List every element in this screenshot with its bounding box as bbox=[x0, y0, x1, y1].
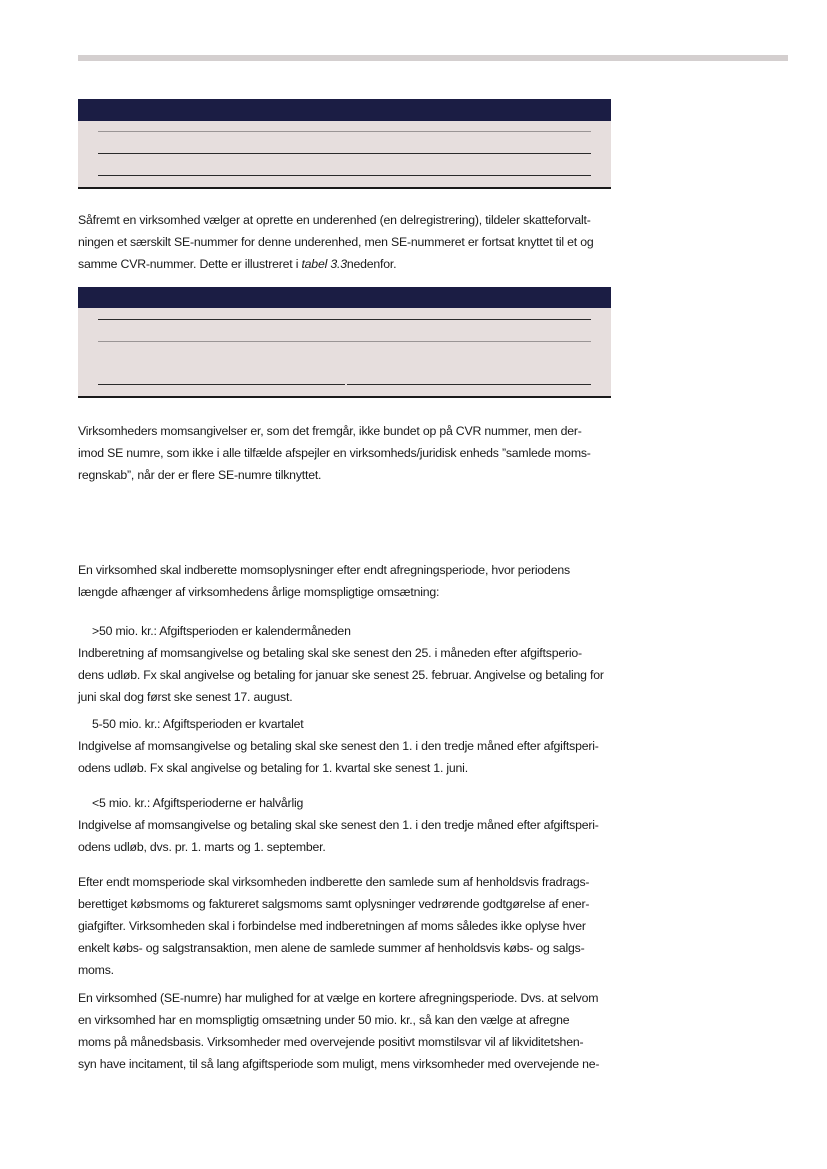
paragraph-momsangivelser bbox=[78, 420, 611, 486]
text-line: enkelt købs- og salgstransaktion, men alene de samlede summer af henholdsvis købs- og salgs- bbox=[78, 941, 585, 955]
period-item-heading: 5-50 mio. kr.: Afgiftsperioden er kvartalet bbox=[92, 717, 304, 731]
period-item-heading: >50 mio. kr.: Afgiftsperioden er kalendermåneden bbox=[92, 624, 351, 638]
table-row-rule bbox=[347, 384, 591, 385]
text-line: Efter endt momsperiode skal virksomheden indberette den samlede sum af henholdsvis fradrags- bbox=[78, 875, 590, 889]
text-line: berettiget købsmoms og faktureret salgsmoms samt oplysninger vedrørende godtgørelse af ener- bbox=[78, 897, 590, 911]
table-row-rule bbox=[98, 131, 591, 132]
text-line: regnskab”, når der er flere SE-numre tilknyttet. bbox=[78, 468, 322, 482]
table-upper-bottom-border bbox=[78, 187, 611, 189]
text-line: Indgivelse af momsangivelse og betaling skal ske senest den 1. i den tredje måned efter afgiftsperi- bbox=[78, 739, 599, 753]
text-line: længde afhænger af virksomhedens årlige momspligtige omsætning: bbox=[78, 585, 440, 599]
table-upper bbox=[78, 99, 611, 189]
text-line: En virksomhed (SE-numre) har mulighed for at vælge en kortere afregningsperiode. Dvs. at selvom bbox=[78, 991, 599, 1005]
text-line: Indberetning af momsangivelse og betaling skal ske senest den 25. i måneden efter afgiftsperio- bbox=[78, 646, 582, 660]
text-line: odens udløb, dvs. pr. 1. marts og 1. september. bbox=[78, 840, 326, 854]
table-row-rule bbox=[98, 384, 345, 385]
table-row-rule bbox=[98, 341, 591, 342]
text-line: Indgivelse af momsangivelse og betaling skal ske senest den 1. i den tredje måned efter afgiftsperi- bbox=[78, 818, 599, 832]
period-item-heading: <5 mio. kr.: Afgiftsperioderne er halvårlig bbox=[92, 796, 304, 810]
text-line: Såfremt en virksomhed vælger at oprette en underenhed (en delregistrering), tildeler skatteforvalt- bbox=[78, 213, 591, 227]
text-line: ningen et særskilt SE-nummer for denne underenhed, men SE-nummeret er fortsat knyttet til et og bbox=[78, 235, 594, 249]
period-item-halfyearly bbox=[78, 792, 611, 858]
text-line: En virksomhed skal indberette momsoplysninger efter endt afregningsperiode, hvor periodens bbox=[78, 563, 570, 577]
paragraph-kortere-periode bbox=[78, 987, 611, 1075]
paragraph-indberetning bbox=[78, 871, 611, 981]
text-line: juni skal dog først ske senest 17. august. bbox=[78, 690, 293, 704]
text-line: moms på månedsbasis. Virksomheder med overvejende positivt momstilsvar vil af likviditetshen- bbox=[78, 1035, 584, 1049]
text-line: dens udløb. Fx skal angivelse og betaling for januar ske senest 25. februar. Angivelse og betaling for bbox=[78, 668, 604, 682]
page-header-rule bbox=[78, 55, 788, 61]
text-line: giafgifter. Virksomheden skal i forbindelse med indberetningen af moms således ikke oplyse hver bbox=[78, 919, 586, 933]
text-line: syn have incitament, til så lang afgiftsperiode som muligt, mens virksomheder med overvejende ne- bbox=[78, 1057, 600, 1071]
table-lower-body bbox=[78, 308, 611, 396]
text-line bbox=[78, 253, 611, 275]
table-upper-body bbox=[78, 121, 611, 187]
text-line: en virksomhed har en momspligtig omsætning under 50 mio. kr., så kan den vælge at afregne bbox=[78, 1013, 570, 1027]
text-line: Virksomheders momsangivelser er, som det fremgår, ikke bundet op på CVR nummer, men der- bbox=[78, 424, 582, 438]
paragraph-se-number bbox=[78, 209, 611, 275]
table-lower bbox=[78, 287, 611, 398]
table-lower-bottom-border bbox=[78, 396, 611, 398]
paragraph-afregningsperiode bbox=[78, 559, 611, 603]
table-row-rule bbox=[98, 175, 591, 176]
text-span: nedenfor. bbox=[346, 257, 397, 271]
table-upper-header bbox=[78, 99, 611, 121]
period-item-quarterly bbox=[78, 713, 611, 779]
text-line: moms. bbox=[78, 963, 114, 977]
text-line: imod SE numre, som ikke i alle tilfælde afspejler en virksomheds/juridisk enheds ”samlede moms- bbox=[78, 446, 591, 460]
text-span: samme CVR-nummer. Dette er illustreret i bbox=[78, 257, 302, 271]
table-lower-header bbox=[78, 287, 611, 308]
table-reference: tabel 3.3 bbox=[301, 257, 347, 271]
table-row-rule bbox=[98, 153, 591, 154]
text-line: odens udløb. Fx skal angivelse og betaling for 1. kvartal ske senest 1. juni. bbox=[78, 761, 468, 775]
period-item-monthly bbox=[78, 620, 611, 708]
table-row-rule bbox=[98, 319, 591, 320]
